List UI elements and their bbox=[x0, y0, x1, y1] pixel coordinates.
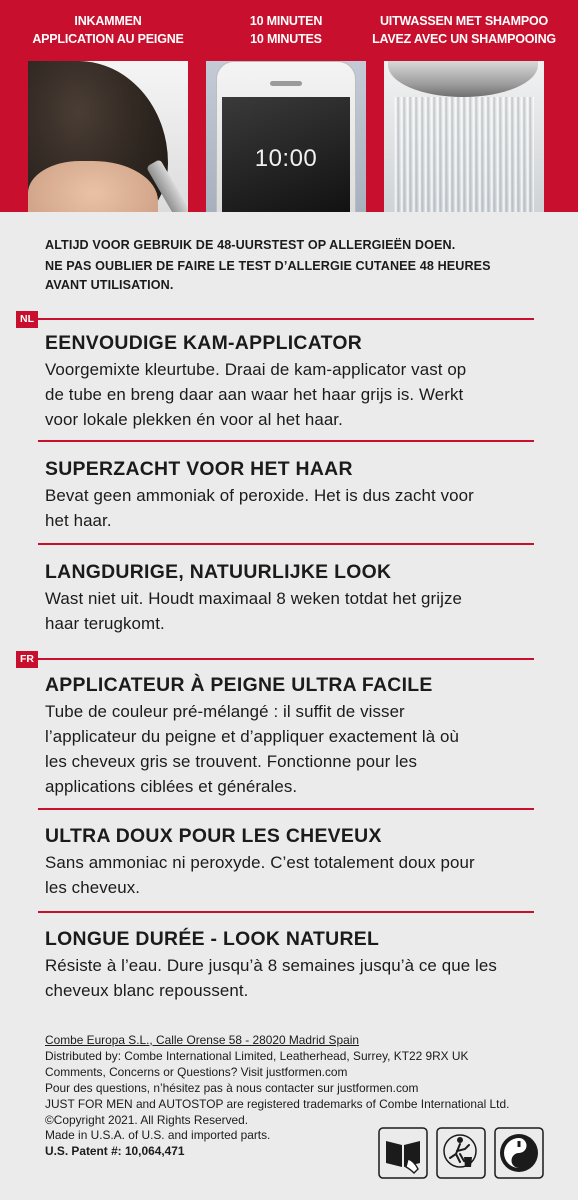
text-line: Wast niet uit. Houdt maximaal 8 weken totdat het grijze bbox=[45, 589, 463, 608]
step-2-label-nl: 10 MINUTEN bbox=[249, 14, 323, 28]
made-in-line: Made in U.S.A. of U.S. and imported parts. bbox=[45, 1128, 271, 1143]
fr-language-tag: FR bbox=[16, 651, 38, 668]
section-text bbox=[45, 850, 545, 900]
text-line: Tube de couleur pré-mélangé : il suffit de visser bbox=[45, 702, 405, 721]
shower-head bbox=[388, 61, 538, 97]
contact-line-fr: Pour des questions, n’hésitez pas à nous contacter sur justformen.com bbox=[45, 1080, 419, 1095]
text-line: haar terugkomt. bbox=[45, 614, 165, 633]
text-line: Voorgemixte kleurtube. Draai de kam-applicator vast op bbox=[45, 360, 467, 379]
nl-section-2 bbox=[45, 457, 545, 533]
distributor-line: Distributed by: Combe International Limited, Leatherhead, Surrey, KT22 9RX UK bbox=[45, 1048, 469, 1063]
fr-section-1 bbox=[45, 673, 545, 799]
fr-section-2 bbox=[45, 824, 545, 900]
text-line: Bevat geen ammoniak of peroxide. Het is dus zacht voor bbox=[45, 486, 474, 505]
copyright-line: ©Copyright 2021. All Rights Reserved. bbox=[45, 1112, 249, 1127]
fr-section-3 bbox=[45, 927, 545, 1003]
water-stream bbox=[394, 97, 534, 212]
section-text bbox=[45, 357, 545, 432]
text-line: Résiste à l’eau. Dure jusqu’à 8 semaines jusqu’à ce que les bbox=[45, 956, 497, 975]
phone-time: 10:00 bbox=[254, 145, 318, 172]
nl-language-tag: NL bbox=[16, 311, 38, 328]
section-text bbox=[45, 483, 545, 533]
warning-line-fr-1: NE PAS OUBLIER DE FAIRE LE TEST D’ALLERGIE CUTANEE 48 HEURES bbox=[45, 259, 491, 273]
section-title: ULTRA DOUX POUR LES CHEVEUX bbox=[45, 825, 382, 847]
manufacturer-address: Combe Europa S.L., Calle Orense 58 - 28020 Madrid Spain bbox=[45, 1033, 359, 1047]
step-3-label-nl: UITWASSEN MET SHAMPOO bbox=[379, 14, 549, 28]
section-title: LANGDURIGE, NATUURLIJKE LOOK bbox=[45, 561, 392, 583]
read-instructions-icon bbox=[378, 1127, 428, 1179]
contact-line-en: Comments, Concerns or Questions? Visit justformen.com bbox=[45, 1064, 348, 1079]
section-text bbox=[45, 953, 545, 1003]
nl-section-3 bbox=[45, 560, 545, 636]
recycling-icons bbox=[378, 1127, 548, 1183]
section-title: EENVOUDIGE KAM-APPLICATOR bbox=[45, 332, 363, 354]
text-line: Sans ammoniac ni peroxyde. C’est totalement doux pour bbox=[45, 853, 475, 872]
shower-photo bbox=[384, 61, 544, 212]
text-line: cheveux blanc repoussent. bbox=[45, 981, 249, 1000]
text-line: applications ciblées et générales. bbox=[45, 777, 298, 796]
text-line: de tube en breng daar aan waar het haar grijs is. Werkt bbox=[45, 385, 464, 404]
comb-applicator-photo bbox=[28, 61, 188, 212]
section-text bbox=[45, 699, 545, 799]
step-1-label-nl: INKAMMEN bbox=[74, 14, 142, 28]
section-divider bbox=[38, 808, 534, 810]
section-title: SUPERZACHT VOOR HET HAAR bbox=[45, 458, 353, 480]
fr-divider bbox=[38, 658, 534, 660]
section-divider bbox=[38, 911, 534, 913]
warning-line-fr-2: AVANT UTILISATION. bbox=[45, 278, 174, 292]
section-divider bbox=[38, 543, 534, 545]
warning-line-nl: ALTIJD VOOR GEBRUIK DE 48-UURSTEST OP ALLERGIEËN DOEN. bbox=[45, 238, 456, 252]
trademark-line: JUST FOR MEN and AUTOSTOP are registered trademarks of Combe International Ltd. bbox=[45, 1096, 510, 1111]
step-3-label-fr: LAVEZ AVEC UN SHAMPOOING bbox=[372, 32, 556, 46]
phone-speaker bbox=[270, 81, 302, 86]
nl-section-1 bbox=[45, 331, 545, 432]
text-line: l’applicateur du peigne et d’appliquer exactement là où bbox=[45, 727, 459, 746]
text-line: het haar. bbox=[45, 511, 112, 530]
step-3-label bbox=[372, 12, 556, 48]
tidyman-recycle-icon bbox=[436, 1127, 486, 1179]
green-dot-icon bbox=[494, 1127, 544, 1179]
text-line: les cheveux. bbox=[45, 878, 141, 897]
patent-line: U.S. Patent #: 10,064,471 bbox=[45, 1144, 185, 1159]
step-1-label bbox=[28, 12, 188, 48]
nl-divider bbox=[38, 318, 534, 320]
step-2-label-fr: 10 MINUTES bbox=[250, 32, 322, 46]
step-2-label bbox=[206, 12, 366, 48]
section-title: LONGUE DURÉE - LOOK NATUREL bbox=[45, 928, 380, 950]
steps bbox=[0, 0, 578, 212]
text-line: voor lokale plekken én voor al het haar. bbox=[45, 410, 343, 429]
allergy-warning bbox=[45, 236, 535, 295]
phone-timer-photo bbox=[206, 61, 366, 212]
step-1-label-fr: APPLICATION AU PEIGNE bbox=[32, 32, 184, 46]
section-title: APPLICATEUR À PEIGNE ULTRA FACILE bbox=[45, 674, 433, 696]
section-divider bbox=[38, 440, 534, 442]
text-line: les cheveux gris se trouvent. Fonctionne pour les bbox=[45, 752, 417, 771]
section-text bbox=[45, 586, 545, 636]
